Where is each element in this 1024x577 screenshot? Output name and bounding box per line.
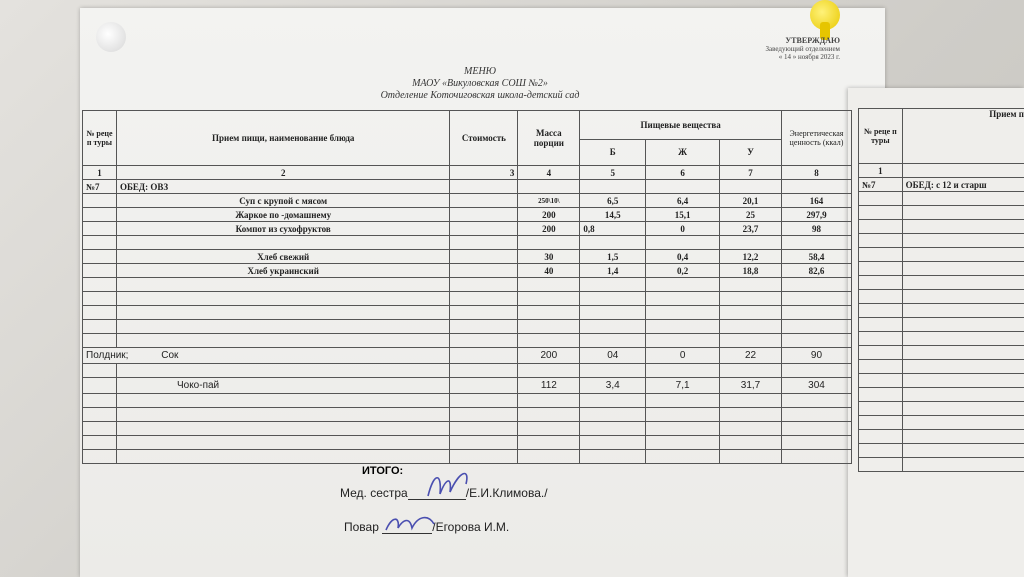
- dish-name: Суп с крупой с мясом: [116, 194, 449, 208]
- col-header-energy: Энергетическая ценность (ккал): [781, 111, 851, 166]
- dish-carb: 12,2: [720, 250, 782, 264]
- nurse-label: Мед. сестра: [340, 486, 408, 500]
- meal-row: [83, 180, 852, 194]
- table-row: [83, 422, 852, 436]
- dish-name: Жаркое по -домашнему: [116, 208, 449, 222]
- department-name: Отделение Коточиговская школа-детский сад: [380, 90, 580, 101]
- dish-fat: 0,2: [646, 264, 720, 278]
- dish-fat: 0,4: [646, 250, 720, 264]
- snack-juice-carb: 22: [720, 348, 782, 364]
- total-label: ИТОГО:: [362, 465, 404, 477]
- dish-fat: 0: [646, 222, 720, 236]
- col-header-mass: Масса порции: [518, 111, 580, 166]
- col-number: 3: [450, 166, 518, 180]
- col-number: 4: [518, 166, 580, 180]
- snack-juice-kcal: 90: [781, 348, 851, 364]
- approval-title: УТВЕРЖДАЮ: [785, 36, 840, 45]
- second-meal-label: ОБЕД: с 12 и старш: [902, 178, 1024, 192]
- snack-choco-mass: 112: [518, 378, 580, 394]
- snack-label: Полдник;: [86, 350, 129, 361]
- table-row: [83, 236, 852, 250]
- second-col-number: 1: [859, 164, 903, 178]
- table-row: [83, 378, 852, 394]
- snack-juice-fat: 0: [646, 348, 720, 364]
- dish-mass: 200: [518, 208, 580, 222]
- nurse-name: /Е.И.Климова./: [465, 486, 548, 500]
- table-row: [83, 278, 852, 292]
- table-row: [83, 306, 852, 320]
- dish-name: Компот из сухофруктов: [116, 222, 449, 236]
- second-menu-table: [858, 108, 1024, 472]
- col-header-fat: Ж: [646, 139, 720, 165]
- school-name: МАОУ «Викуловская СОШ №2»: [412, 78, 548, 89]
- cook-label: Повар: [344, 520, 379, 534]
- col-number: 5: [580, 166, 646, 180]
- dish-carb: 25: [720, 208, 782, 222]
- dish-kcal: 98: [781, 222, 851, 236]
- dish-protein: 6,5: [580, 194, 646, 208]
- col-header-nutrients: Пищевые вещества: [580, 111, 782, 140]
- approval-date: « 14 » ноября 2023 г.: [778, 53, 840, 61]
- dish-protein: 1,4: [580, 264, 646, 278]
- snack-juice-mass: 200: [518, 348, 580, 364]
- table-row: [83, 364, 852, 378]
- nurse-signature-line: [340, 486, 548, 500]
- cook-signature-line: [344, 520, 509, 534]
- snack-juice-name: Сок: [161, 350, 179, 361]
- cook-signature-scribble: [382, 510, 442, 540]
- col-number: 6: [646, 166, 720, 180]
- col-number: 2: [116, 166, 449, 180]
- dish-name: Хлеб свежий: [116, 250, 449, 264]
- dish-mass: 200: [518, 222, 580, 236]
- meal-label: ОБЕД: ОВЗ: [116, 180, 449, 194]
- dish-kcal: 297,9: [781, 208, 851, 222]
- dish-kcal: 82,6: [781, 264, 851, 278]
- dish-protein: 1,5: [580, 250, 646, 264]
- col-header-cost: Стоимость: [450, 111, 518, 166]
- col-header-protein: Б: [580, 139, 646, 165]
- col-number: 1: [83, 166, 117, 180]
- cook-name: /Егорова И.М.: [432, 520, 510, 534]
- table-row: [83, 208, 852, 222]
- second-meal-num: №7: [859, 178, 903, 192]
- table-row: [83, 194, 852, 208]
- snack-choco-protein: 3,4: [580, 378, 646, 394]
- meal-num: №7: [83, 180, 117, 194]
- menu-table: [82, 110, 852, 464]
- table-row: [83, 292, 852, 306]
- second-col-header-num: № реце п туры: [859, 109, 903, 164]
- table-row: [83, 222, 852, 236]
- snack-juice-protein: 04: [580, 348, 646, 364]
- dish-protein: 14,5: [580, 208, 646, 222]
- dish-kcal: 164: [781, 194, 851, 208]
- col-header-carb: У: [720, 139, 782, 165]
- snack-choco-fat: 7,1: [646, 378, 720, 394]
- dish-protein: 0,8: [580, 222, 646, 236]
- table-row: [83, 436, 852, 450]
- col-number: 7: [720, 166, 782, 180]
- col-number: 8: [781, 166, 851, 180]
- approval-block: [660, 36, 840, 61]
- dish-name: Хлеб украинский: [116, 264, 449, 278]
- dish-mass: 250\10\: [518, 194, 580, 208]
- white-pushpin-icon: [96, 22, 126, 52]
- dish-mass: 30: [518, 250, 580, 264]
- nurse-signature-scribble: [420, 466, 480, 506]
- table-row: [83, 394, 852, 408]
- snack-choco-name: Чоко-пай: [116, 378, 449, 394]
- table-row: [83, 348, 852, 364]
- dish-mass: 40: [518, 264, 580, 278]
- table-row: [83, 264, 852, 278]
- table-row: [83, 320, 852, 334]
- document-header: [300, 66, 660, 102]
- snack-cell: [83, 348, 450, 364]
- table-row: [83, 408, 852, 422]
- table-row: [83, 250, 852, 264]
- second-col-header-name: Прием п: [902, 109, 1024, 164]
- dish-carb: 20,1: [720, 194, 782, 208]
- dish-fat: 15,1: [646, 208, 720, 222]
- table-row: [83, 334, 852, 348]
- col-header-name: Прием пищи, наименование блюда: [116, 111, 449, 166]
- dish-carb: 18,8: [720, 264, 782, 278]
- approval-position: Заведующий отделением: [765, 45, 840, 53]
- dish-fat: 6,4: [646, 194, 720, 208]
- dish-kcal: 58,4: [781, 250, 851, 264]
- col-header-num: № реце п туры: [83, 111, 117, 166]
- total-row: [83, 450, 852, 464]
- dish-carb: 23,7: [720, 222, 782, 236]
- snack-choco-carb: 31,7: [720, 378, 782, 394]
- snack-choco-kcal: 304: [781, 378, 851, 394]
- document-title: МЕНЮ: [464, 66, 496, 77]
